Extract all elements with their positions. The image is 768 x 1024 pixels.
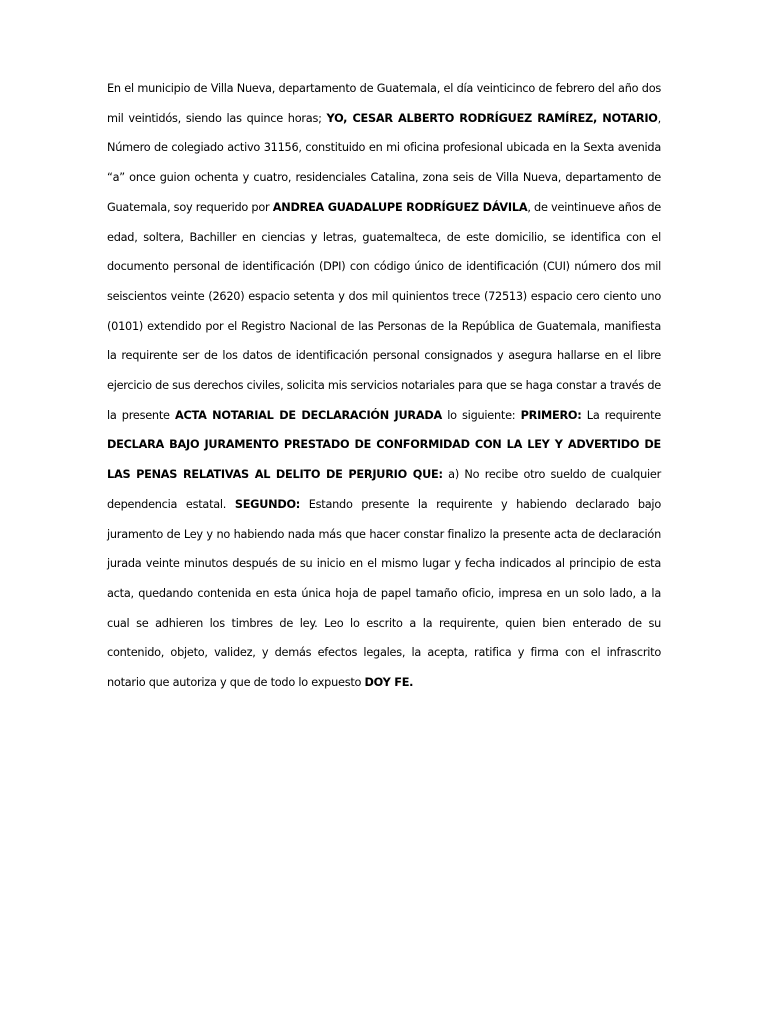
text-segment: a) No recibe otro sueldo de cualquier dependencia estatal. (107, 468, 661, 511)
text-segment: , Número de colegiado activo 31156, constituido en mi oficina profesional ubicada en la Sexta avenida “a” once guion ochenta y cuatro, residenciales Catalina, zona seis de Villa Nueva, departamento de Guatemala, soy requerido por (107, 111, 661, 214)
clause-first-label: PRIMERO: (520, 408, 582, 422)
act-title-bold: ACTA NOTARIAL DE DECLARACIÓN JURADA (174, 408, 442, 422)
text-segment: Estando presente la requirente y habiendo declarado bajo juramento de Ley y no habiendo nada más que hacer constar finalizo la presente acta de declaración jurada veinte minutos después de su inicio en el mismo lugar y fecha indicados al principio de esta acta, quedando contenida en esta única hoja de papel tamaño oficio, impresa en un solo lado, a la cual se adhieren los timbres de ley. Leo lo escrito a la requirente, quien bien enterado de su contenido, objeto, validez, y demás efectos legales, la acepta, ratifica y firma con el infrascrito notario que autoriza y que de todo lo expuesto (107, 497, 661, 690)
closing-doy-fe: DOY FE. (364, 676, 414, 690)
clause-second-label: SEGUNDO: (234, 497, 301, 511)
notarial-act-document (107, 74, 661, 698)
text-segment: , de veintinueve años de edad, soltera, Bachiller en ciencias y letras, guatemalteca, de este domicilio, se identifica con el documento personal de identificación (DPI) con código único de identificación (CUI) número dos mil seiscientos veinte (2620) espacio setenta y dos mil quinientos trece (72513) espacio cero ciento uno (0101) extendido por el Registro Nacional de las Personas de la República de Guatemala, manifiesta la requirente ser de los datos de identificación personal consignados y asegura hallarse en el libre ejercicio de sus derechos civiles, solicita mis servicios notariales para que se haga constar a través de la presente (107, 200, 661, 422)
text-segment: En el municipio de Villa Nueva, departamento de Guatemala, el día veinticinco de febrero del año dos mil veintidós, siendo las quince horas; (107, 82, 661, 125)
text-segment: La requirente (581, 408, 661, 422)
requester-name-bold: ANDREA GUADALUPE RODRÍGUEZ DÁVILA (272, 200, 528, 214)
notary-name-bold: YO, CESAR ALBERTO RODRÍGUEZ RAMÍREZ, NOTARIO (326, 111, 658, 125)
sworn-declaration-bold: DECLARA BAJO JURAMENTO PRESTADO DE CONFORMIDAD CON LA LEY Y ADVERTIDO DE LAS PENAS RELATIVAS AL DELITO DE PERJURIO QUE: (107, 438, 661, 482)
text-segment: lo siguiente: (442, 408, 521, 422)
notarial-act-paragraph (107, 74, 661, 698)
